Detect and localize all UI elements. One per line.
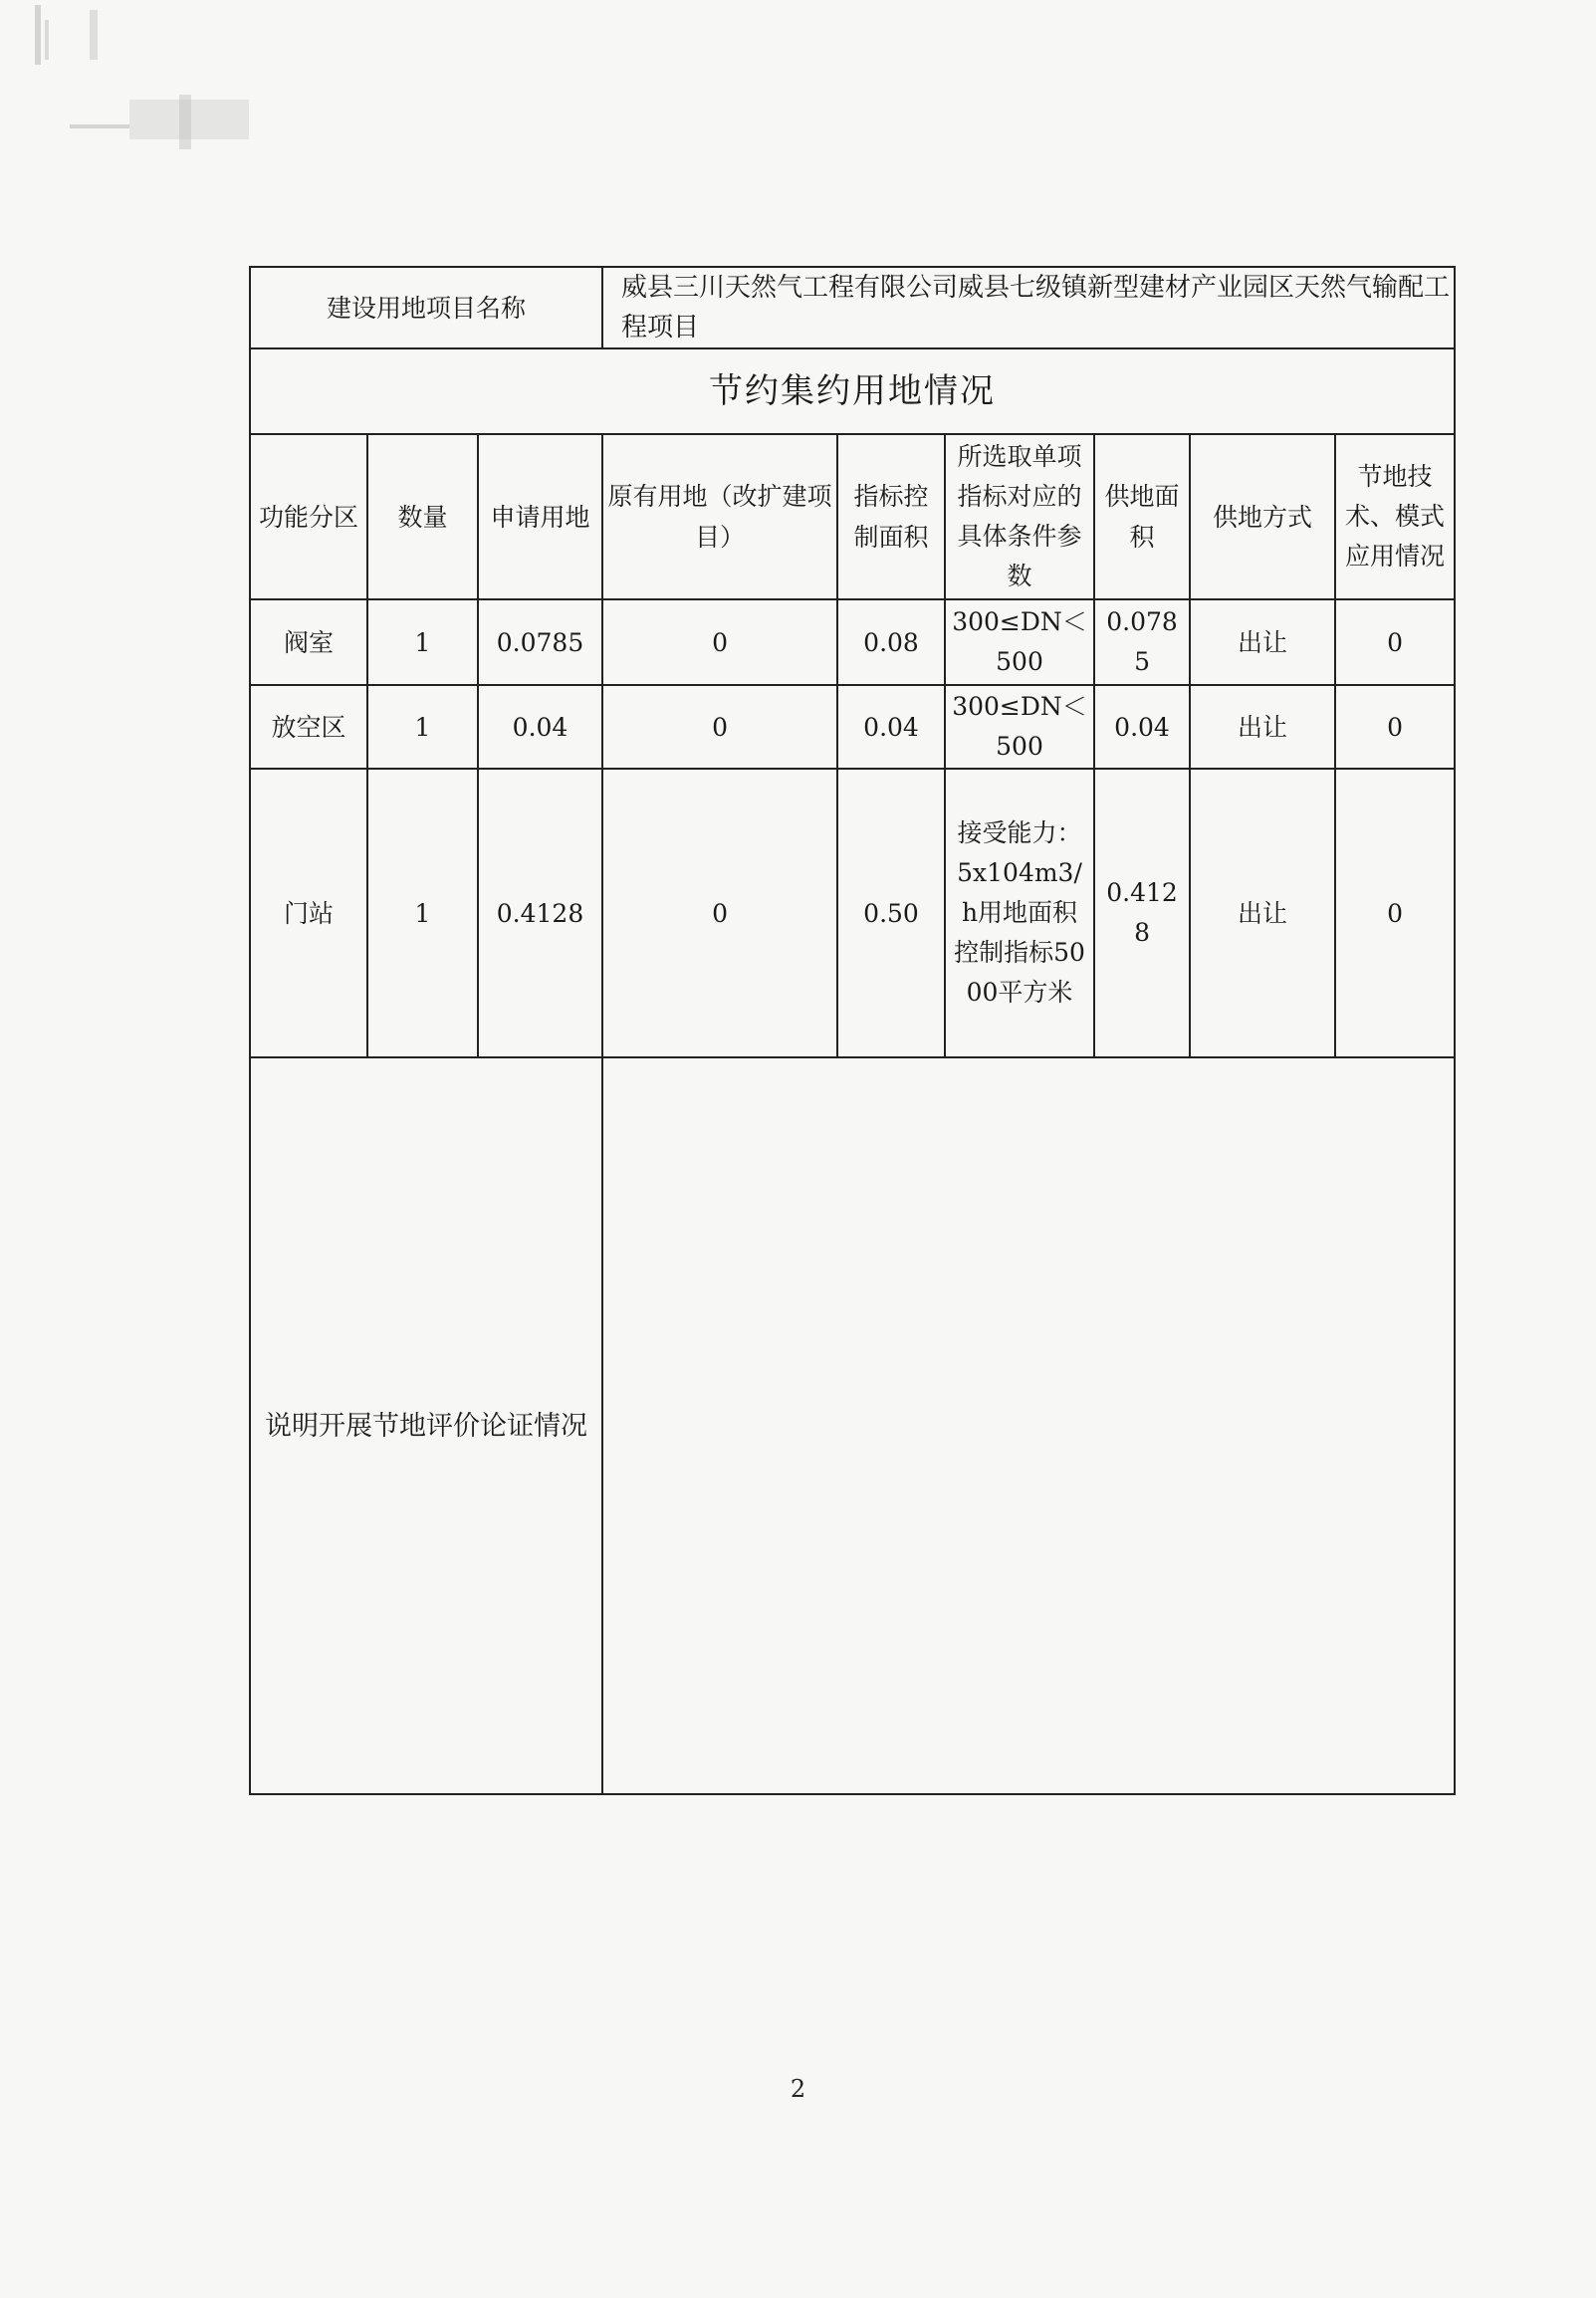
cell-supply-area: 0.0785 — [1094, 599, 1190, 685]
table-row — [250, 685, 1455, 769]
project-row — [250, 267, 1455, 348]
cell-applied: 0.4128 — [478, 769, 602, 1057]
cell-zone: 阀室 — [250, 599, 367, 685]
cell-index-area: 0.04 — [837, 685, 945, 769]
cell-existing: 0 — [602, 599, 837, 685]
header-supply-area: 供地面积 — [1094, 434, 1190, 599]
explain-label: 说明开展节地评价论证情况 — [250, 1057, 602, 1794]
table-row — [250, 599, 1455, 685]
cell-param: 300≤DN＜500 — [945, 599, 1094, 685]
section-title-row — [250, 348, 1455, 434]
header-count: 数量 — [367, 434, 478, 599]
cell-existing: 0 — [602, 769, 837, 1057]
header-tech: 节地技术、模式应用情况 — [1335, 434, 1455, 599]
table-row — [250, 769, 1455, 1057]
cell-index-area: 0.08 — [837, 599, 945, 685]
cell-supply-area: 0.04 — [1094, 685, 1190, 769]
cell-existing: 0 — [602, 685, 837, 769]
header-row — [250, 434, 1455, 599]
cell-tech: 0 — [1335, 599, 1455, 685]
scan-noise-marks — [30, 0, 269, 169]
cell-supply-method: 出让 — [1190, 685, 1335, 769]
cell-tech: 0 — [1335, 769, 1455, 1057]
cell-zone: 门站 — [250, 769, 367, 1057]
cell-applied: 0.0785 — [478, 599, 602, 685]
explain-content — [602, 1057, 1455, 1794]
cell-param: 300≤DN＜500 — [945, 685, 1094, 769]
header-index-area: 指标控制面积 — [837, 434, 945, 599]
page-number: 2 — [790, 2075, 806, 2103]
land-use-table-container — [249, 266, 1454, 1795]
header-applied: 申请用地 — [478, 434, 602, 599]
header-supply-method: 供地方式 — [1190, 434, 1335, 599]
cell-index-area: 0.50 — [837, 769, 945, 1057]
cell-supply-method: 出让 — [1190, 599, 1335, 685]
land-use-table — [249, 266, 1456, 1795]
cell-count: 1 — [367, 599, 478, 685]
cell-tech: 0 — [1335, 685, 1455, 769]
cell-supply-area: 0.4128 — [1094, 769, 1190, 1057]
header-existing: 原有用地（改扩建项目） — [602, 434, 837, 599]
cell-applied: 0.04 — [478, 685, 602, 769]
section-title: 节约集约用地情况 — [250, 348, 1455, 434]
header-zone: 功能分区 — [250, 434, 367, 599]
cell-supply-method: 出让 — [1190, 769, 1335, 1057]
cell-param: 接受能力：5x104m3/h用地面积控制指标5000平方米 — [945, 769, 1094, 1057]
project-name-value: 威县三川天然气工程有限公司威县七级镇新型建材产业园区天然气输配工程项目 — [602, 267, 1455, 348]
explain-row — [250, 1057, 1455, 1794]
cell-zone: 放空区 — [250, 685, 367, 769]
project-name-label: 建设用地项目名称 — [250, 267, 602, 348]
cell-count: 1 — [367, 685, 478, 769]
cell-count: 1 — [367, 769, 478, 1057]
header-param: 所选取单项指标对应的具体条件参数 — [945, 434, 1094, 599]
